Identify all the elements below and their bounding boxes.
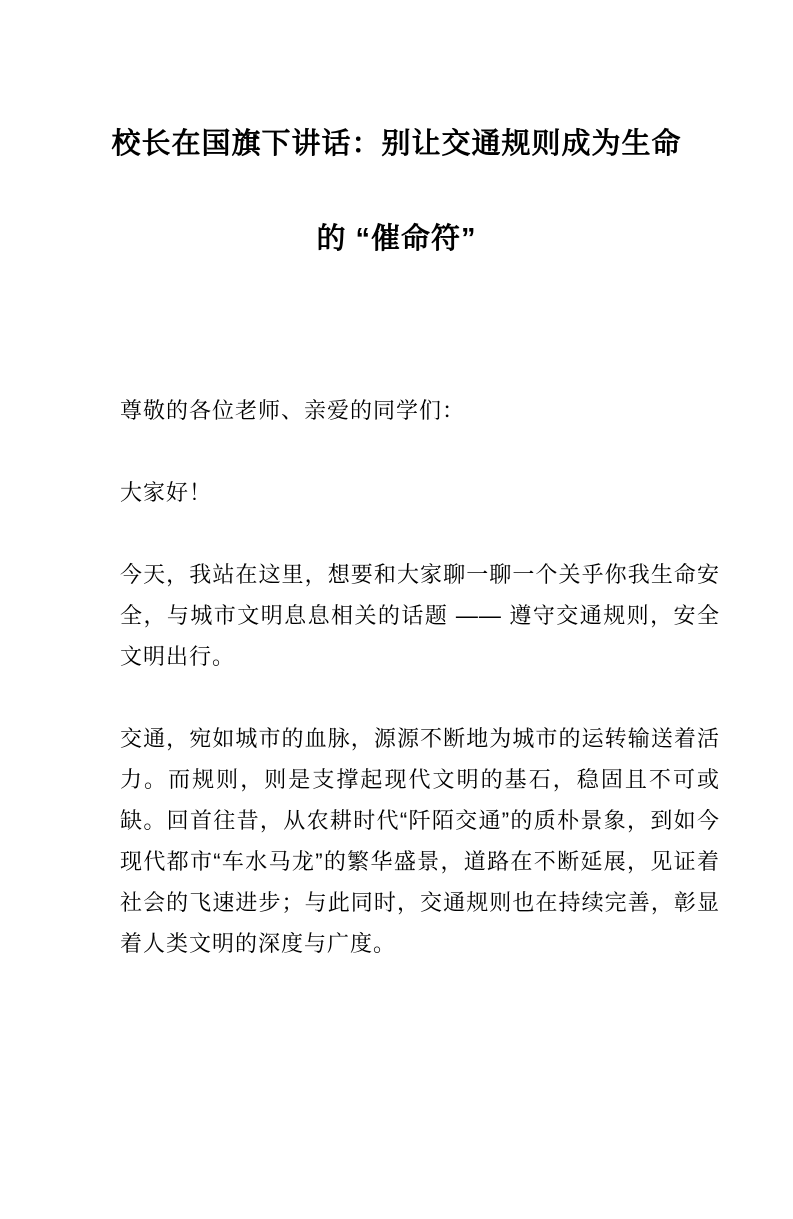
title-line-1: 校长在国旗下讲话：别让交通规则成为生命 xyxy=(111,128,682,160)
document-page xyxy=(0,97,793,1219)
paragraph-topic-intro: 今天，我站在这里，想要和大家聊一聊一个关乎你我生命安全，与城市文明息息相关的话题 —— 遵守交通规则，安全文明出行。 xyxy=(120,562,720,669)
paragraph-traffic-rules: 交通，宛如城市的血脉，源源不断地为城市的运转输送着活力。而规则，则是支撑起现代文明的基石，稳固且不可或缺。回首往昔，从农耕时代“阡陌交通”的质朴景象，到如今现代都市“车水马龙”的繁华盛景，道路在不断延展，见证着社会的飞速进步；与此同时，交通规则也在持续完善，彰显着人类文明的深度与广度。 xyxy=(120,726,720,956)
paragraph-greeting: 大家好！ xyxy=(120,480,213,505)
document-title xyxy=(0,97,793,287)
document-body xyxy=(120,390,720,964)
title-line-2: 的 “催命符” xyxy=(316,223,477,255)
paragraph-salutation: 尊敬的各位老师、亲爱的同学们： xyxy=(120,398,466,423)
